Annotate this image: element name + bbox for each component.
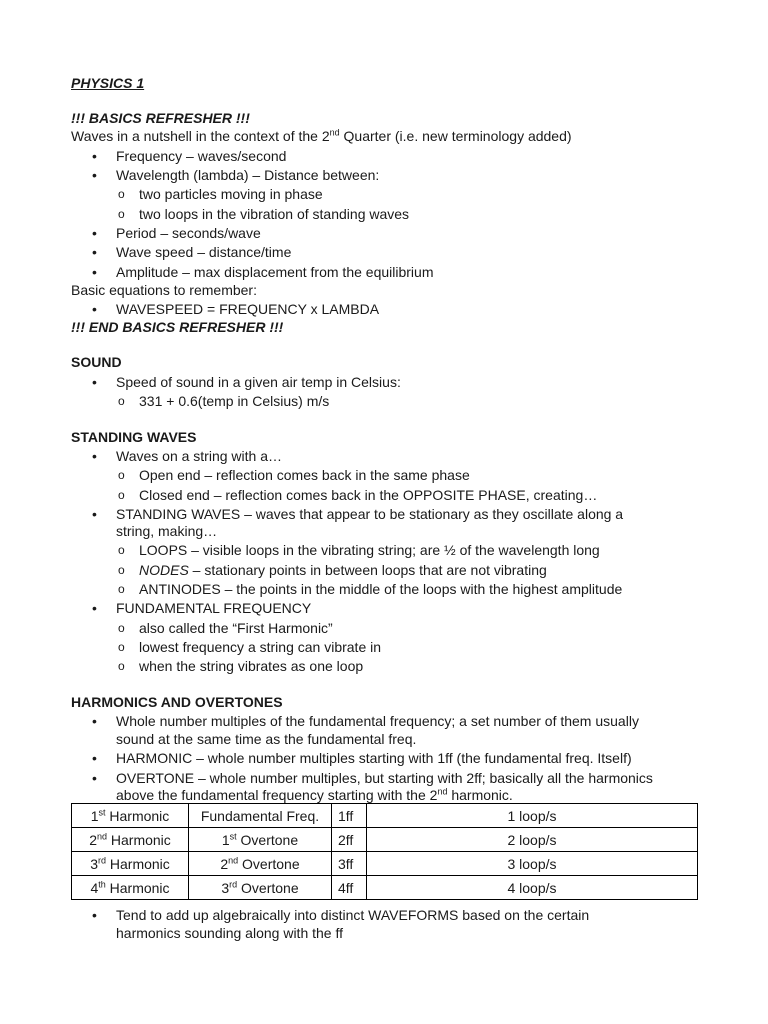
table-row (72, 828, 698, 852)
overtone-number: 1 (221, 831, 230, 848)
overtone-word: Fundamental Freq. (200, 807, 320, 824)
loops-cell: 2 loop/s (367, 828, 698, 852)
sub-bullet-wavelength-2: two loops in the vibration of standing waves (139, 206, 410, 222)
harmonic-word: Harmonic (105, 807, 170, 824)
bullet-icon: • (92, 713, 97, 729)
loops-cell: 4 loop/s (367, 876, 698, 900)
overtone-cell (189, 852, 332, 876)
overtone-cell (189, 876, 332, 900)
harmonic-cell (72, 828, 189, 852)
sub-bullet-sound-formula: 331 + 0.6(temp in Celsius) m/s (139, 393, 330, 409)
table-row (72, 852, 698, 876)
loops-cell: 1 loop/s (367, 804, 698, 828)
sub-bullet-icon: o (118, 659, 125, 673)
sub-bullet-icon: o (118, 468, 125, 482)
harmonic-word: Harmonic (105, 879, 170, 896)
bullet-standing-waves-line2: string, making… (116, 523, 218, 539)
bullet-period: Period – seconds/wave (116, 225, 261, 241)
sub-bullet-lowest-frequency: lowest frequency a string can vibrate in (139, 639, 382, 655)
bullet-icon: • (92, 167, 97, 183)
harmonic-ordinal: th (98, 878, 106, 889)
bullet-icon: • (92, 264, 97, 280)
harmonic-number: 2 (89, 831, 97, 848)
sub-bullet-icon: o (118, 563, 125, 577)
refresher-end-heading: !!! END BASICS REFRESHER !!! (71, 319, 284, 335)
overtone-ordinal: rd (229, 878, 238, 889)
table-row (72, 804, 698, 828)
bullet-multiples-line1: Whole number multiples of the fundamental frequency; a set number of them usually (116, 713, 639, 729)
sub-bullet-icon: o (118, 640, 125, 654)
table-row (72, 876, 698, 900)
bullet-amplitude: Amplitude – max displacement from the equilibrium (116, 264, 434, 280)
harmonic-number: 1 (90, 807, 99, 824)
sub-bullet-icon: o (118, 582, 125, 596)
sub-bullet-icon: o (118, 621, 125, 635)
bullet-icon: • (92, 244, 97, 260)
harmonic-number: 3 (90, 855, 98, 872)
nodes-definition: – stationary points in between loops that are not vibrating (188, 562, 547, 578)
sub-bullet-nodes (139, 561, 547, 579)
sub-bullet-icon: o (118, 488, 125, 502)
harmonic-word: Harmonic (107, 831, 171, 848)
bullet-icon: • (92, 907, 97, 923)
overtone-ordinal: st (229, 830, 237, 841)
overtone-text-rest: harmonic. (447, 787, 513, 803)
document-title: PHYSICS 1 (71, 75, 145, 91)
ff-cell: 2ff (332, 828, 367, 852)
bullet-icon: • (92, 448, 97, 464)
harmonic-cell (72, 804, 189, 828)
refresher-intro (71, 127, 572, 145)
bullet-waveforms-line2: harmonics sounding along with the ff (116, 925, 343, 941)
sub-bullet-closed-end: Closed end – reflection comes back in the OPPOSITE PHASE, creating… (139, 487, 598, 503)
ff-cell: 4ff (332, 876, 367, 900)
bullet-icon: • (92, 301, 97, 317)
overtone-cell (189, 804, 332, 828)
ff-cell: 1ff (332, 804, 367, 828)
overtone-number: 3 (221, 879, 230, 896)
refresher-heading: !!! BASICS REFRESHER !!! (71, 110, 250, 126)
sub-bullet-open-end: Open end – reflection comes back in the same phase (139, 467, 470, 483)
bullet-icon: • (92, 374, 97, 390)
nodes-term: NODES (139, 562, 189, 578)
bullet-frequency: Frequency – waves/second (116, 148, 287, 164)
bullet-standing-waves-line1: STANDING WAVES – waves that appear to be stationary as they oscillate along a (116, 506, 624, 522)
intro-text: Waves in a nutshell in the context of the 2 (71, 128, 330, 144)
bullet-overtone-line2 (116, 786, 513, 804)
bullet-wavelength: Wavelength (lambda) – Distance between: (116, 167, 380, 183)
bullet-icon: • (92, 770, 97, 786)
bullet-speed-of-sound: Speed of sound in a given air temp in Celsius: (116, 374, 401, 390)
standing-waves-heading: STANDING WAVES (71, 429, 197, 445)
overtone-ordinal: nd (228, 854, 239, 865)
harmonic-cell (72, 876, 189, 900)
bullet-harmonic-definition: HARMONIC – whole number multiples starting with 1ff (the fundamental freq. Itself) (116, 750, 632, 766)
bullet-icon: • (92, 148, 97, 164)
overtone-word: Overtone (238, 855, 300, 872)
bullet-equation: WAVESPEED = FREQUENCY x LAMBDA (116, 301, 380, 317)
harmonic-word: Harmonic (106, 855, 170, 872)
harmonic-cell (72, 852, 189, 876)
sound-heading: SOUND (71, 354, 122, 370)
bullet-icon: • (92, 600, 97, 616)
harmonics-table (71, 803, 698, 900)
sub-bullet-antinodes: ANTINODES – the points in the middle of the loops with the highest amplitude (139, 581, 623, 597)
overtone-text: above the fundamental frequency starting with the 2 (116, 787, 438, 803)
bullet-multiples-line2: sound at the same time as the fundamental freq. (116, 731, 417, 747)
overtone-number: 2 (220, 855, 229, 872)
overtone-word: Overtone (237, 879, 299, 896)
equations-label: Basic equations to remember: (71, 282, 257, 298)
bullet-icon: • (92, 225, 97, 241)
overtone-cell (189, 828, 332, 852)
sub-bullet-icon: o (118, 187, 125, 201)
ff-cell: 3ff (332, 852, 367, 876)
overtone-word: Overtone (236, 831, 299, 848)
harmonics-heading: HARMONICS AND OVERTONES (71, 694, 283, 710)
bullet-fundamental-frequency: FUNDAMENTAL FREQUENCY (116, 600, 312, 616)
bullet-wave-speed: Wave speed – distance/time (116, 244, 292, 260)
bullet-icon: • (92, 750, 97, 766)
harmonic-ordinal: st (98, 806, 106, 817)
bullet-waves-on-string: Waves on a string with a… (116, 448, 282, 464)
harmonic-ordinal: rd (97, 854, 106, 865)
bullet-overtone-line1: OVERTONE – whole number multiples, but starting with 2ff; basically all the harmonics (116, 770, 653, 786)
sub-bullet-loops: LOOPS – visible loops in the vibrating string; are ½ of the wavelength long (139, 542, 600, 558)
intro-text-rest: Quarter (i.e. new terminology added) (339, 128, 572, 144)
harmonic-number: 4 (90, 879, 99, 896)
sub-bullet-icon: o (118, 394, 125, 408)
intro-ordinal: nd (329, 127, 340, 138)
harmonic-ordinal: nd (96, 830, 107, 841)
bullet-icon: • (92, 506, 97, 522)
loops-cell: 3 loop/s (367, 852, 698, 876)
bullet-waveforms-line1: Tend to add up algebraically into distinct WAVEFORMS based on the certain (116, 907, 590, 923)
sub-bullet-icon: o (118, 207, 125, 221)
sub-bullet-icon: o (118, 543, 125, 557)
sub-bullet-wavelength-1: two particles moving in phase (139, 186, 323, 202)
sub-bullet-one-loop: when the string vibrates as one loop (139, 658, 364, 674)
overtone-ordinal: nd (437, 786, 448, 797)
sub-bullet-first-harmonic: also called the “First Harmonic” (139, 620, 333, 636)
